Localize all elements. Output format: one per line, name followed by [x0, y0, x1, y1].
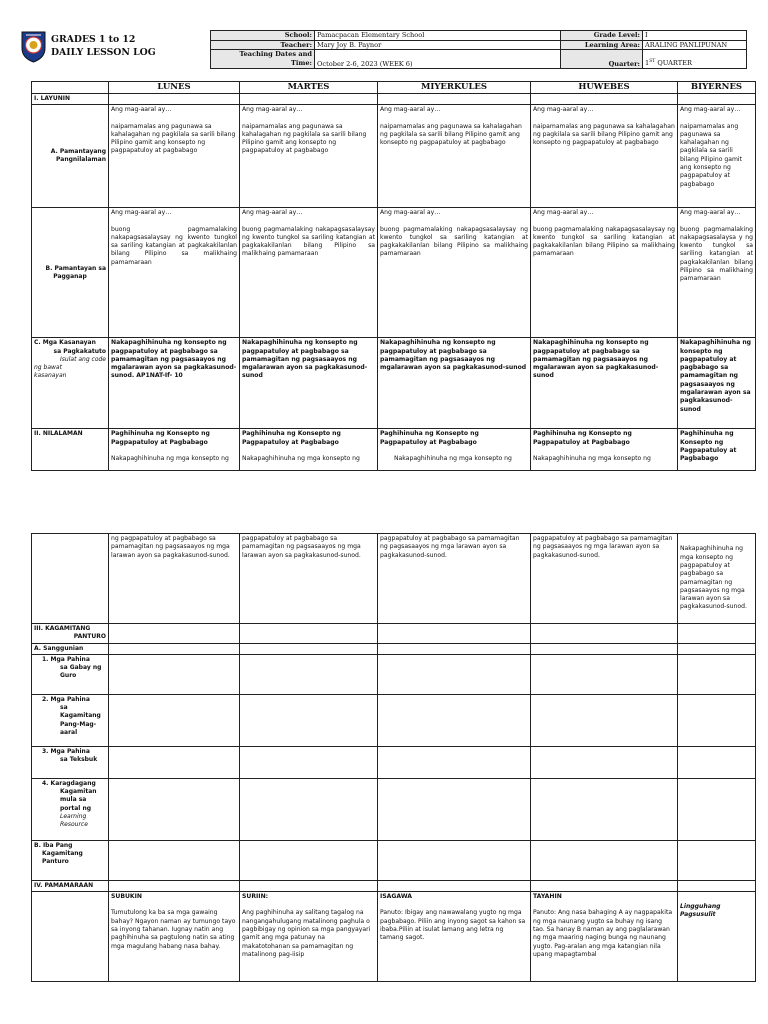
intro-text: Ang mag-aaral ay…	[111, 106, 172, 114]
day-header-thursday: HUWEBES	[531, 82, 678, 94]
procedure-monday	[109, 892, 240, 982]
empty-cell	[240, 643, 378, 654]
label-line: 1. Mga Pahina	[42, 655, 90, 663]
lesson-log-table-page-2	[31, 533, 756, 982]
procedure-text: Panuto: Ibigay ang nawawalang yugto ng mga pagbabago. Piliin ang inyong sagot sa kahon sa ibaba.Piliin at isulat lamang ang letra ng tamang sagot.	[380, 909, 526, 942]
content-title: Paghihinuha ng Konsepto ng Pagpapatuloy at Pagbabago	[380, 430, 479, 446]
label-line: sa Gabay ng	[60, 664, 102, 672]
label-line: sa Pagkakatuto	[53, 347, 106, 355]
objective-text: buong pagmamalaking nakapagsasalaysa y ng kwento tungkol sa sariling katangian at pagkakakilanlan bilang Pilipino sa malikhaing pamamaraan	[680, 225, 753, 283]
content-friday: Paghihinuha ng Konsepto ng Pagpapatuloy at Pagbabago	[678, 429, 756, 471]
school-value: Pamacpacan Elementary School	[315, 31, 561, 41]
header-info-table	[210, 30, 747, 69]
objective-b-tuesday	[240, 208, 378, 338]
label-pamantayan-sa-pagganap	[32, 208, 109, 338]
learning-area-label: Learning Area:	[561, 40, 643, 50]
content-cont-thursday: pagpapatuloy at pagbabago sa pamamagitan ng pagsasaayos ng mga larawan ayon sa pagkakasunod-sunod.	[531, 534, 678, 624]
competency-thursday: Nakapaghihinuha ng konsepto ng pagpapatuloy at pagbabago sa pamamagitan ng pagsasaayos ng mgalarawan ayon sa pagkakasunod-sunod	[531, 338, 678, 429]
empty-cell	[378, 746, 531, 778]
intro-text: Ang mag-aaral ay…	[680, 106, 741, 114]
label-mga-kasanayan	[32, 338, 109, 429]
section-pamamaraan: IV. PAMAMARAAN	[32, 880, 109, 891]
empty-cell	[678, 643, 756, 654]
label-line: portal ng	[60, 804, 92, 812]
empty-cell	[531, 778, 678, 840]
empty-cell	[678, 746, 756, 778]
lesson-log-table-page-1	[31, 81, 756, 471]
objective-b-thursday	[531, 208, 678, 338]
learning-area-value: ARALING PANLIPUNAN	[643, 40, 747, 50]
content-thursday	[531, 429, 678, 471]
procedure-text: Ang paghihinuha ay salitang tagalog na nangangahulugang matalinong paghula o pagbibigay ng opinion sa mga pangyayari gamit ang mga patunay na makatotohanan sa pamamagitan ng matalinong pag-iisip	[242, 909, 371, 958]
empty-cell	[240, 840, 378, 880]
empty-cell	[378, 840, 531, 880]
section-sanggunian: A. Sanggunian	[32, 643, 109, 654]
label-line: Panturo	[42, 858, 69, 866]
procedure-friday	[678, 892, 756, 982]
teacher-value: Mary Joy B. Paynor	[315, 40, 561, 50]
title-line-2: DAILY LESSON LOG	[51, 47, 156, 58]
label-line: A. Pamantayang	[50, 148, 106, 155]
content-title: Paghihinuha ng Konsepto ng Pagpapatuloy at Pagbabago	[242, 430, 341, 446]
label-line: B. Pamantayan sa	[45, 264, 106, 272]
procedure-text: Tumutulong ka ba sa mga gawaing bahay? Ngayon naman ay tumungo tayo sa inyong tahanan. Iugnay natin ang paghihinuha sa pagtulong natin sa ating mga magulang habang nasa bahay.	[111, 909, 236, 950]
competency-tuesday: Nakapaghihinuha ng konsepto ng pagpapatuloy at pagbabago sa pamamagitan ng pagsasaayos ng mgalarawan ayon sa pagkakasunod-sunod	[240, 338, 378, 429]
intro-text: Ang mag-aaral ay…	[242, 209, 303, 217]
label-line: ng bawat	[34, 364, 62, 372]
procedure-heading: Lingguhang Pagsusulit	[680, 903, 721, 919]
empty-cell	[240, 746, 378, 778]
empty-cell	[378, 643, 531, 654]
empty-cell	[109, 778, 240, 840]
empty-cell	[240, 94, 378, 105]
label-line: Kagamitan	[60, 788, 97, 796]
label-line: PANTURO	[73, 633, 106, 641]
label-line: 3. Mga Pahina	[42, 747, 90, 755]
deped-seal-logo	[20, 30, 47, 63]
label-line: aaral	[60, 729, 78, 737]
procedure-wednesday	[378, 892, 531, 982]
label-line: B. Iba Pang	[34, 841, 73, 849]
log-title	[51, 33, 156, 59]
label-kagamitang-pang-mag-aaral	[32, 694, 109, 746]
content-wednesday	[378, 429, 531, 471]
objective-b-wednesday	[378, 208, 531, 338]
objective-a-wednesday	[378, 105, 531, 208]
empty-cell	[109, 880, 240, 891]
procedure-heading: SURIIN:	[242, 893, 269, 901]
empty-cell	[678, 840, 756, 880]
objective-a-monday	[109, 105, 240, 208]
empty-cell	[531, 643, 678, 654]
label-line: III. KAGAMITANG	[34, 625, 91, 632]
objective-text: naipamamalas ang pagunawa sa kahalagahan ng pagkilala sa sarili bilang Pilipino gamit ang konsepto ng pagpapatuloy at pagbabago	[533, 122, 675, 147]
content-text: Nakapaghihinuha ng mga konsepto ng	[394, 454, 512, 462]
objective-a-thursday	[531, 105, 678, 208]
empty-cell	[678, 624, 756, 644]
label-line: 2. Mga Pahina	[42, 695, 90, 703]
day-header-friday: BIYERNES	[678, 82, 756, 94]
label-line: Resource	[60, 821, 88, 829]
intro-text: Ang mag-aaral ay…	[380, 106, 441, 114]
label-line: mula sa	[60, 796, 87, 804]
empty-cell	[678, 94, 756, 105]
empty-cell	[109, 654, 240, 694]
empty-cell	[531, 880, 678, 891]
empty-cell	[678, 778, 756, 840]
label-line: Kagamitang	[60, 712, 101, 720]
section-nilalaman: II. NILALAMAN	[32, 429, 109, 471]
content-cont-tuesday: pagpapatuloy at pagbabago sa pamamagitan ng pagsasaayos ng mga larawan ayon sa pagkakasunod-sunod.	[240, 534, 378, 624]
competency-text: Nakapaghihinuha ng konsepto ng pagpapatuloy at pagbabago sa pamamagitan ng pagsasaayos ng mgalarawan ayon sa pagkakasunod-sunod.	[111, 339, 237, 380]
empty-cell	[378, 94, 531, 105]
label-gabay-ng-guro	[32, 654, 109, 694]
label-line: Isulat ang code	[60, 355, 106, 363]
empty-cell	[378, 778, 531, 840]
objective-a-tuesday	[240, 105, 378, 208]
procedure-thursday	[531, 892, 678, 982]
teacher-label: Teacher:	[211, 40, 315, 50]
intro-text: Ang mag-aaral ay…	[242, 106, 303, 114]
objective-b-friday	[678, 208, 756, 338]
procedure-heading: TAYAHIN	[533, 893, 562, 901]
content-title: Paghihinuha ng Konsepto ng Pagpapatuloy at Pagbabago	[111, 430, 210, 446]
empty-cell	[678, 880, 756, 891]
objective-b-monday	[109, 208, 240, 338]
empty-cell	[378, 624, 531, 644]
content-title: Paghihinuha ng Konsepto ng Pagpapatuloy at Pagbabago	[533, 430, 632, 446]
content-text: Nakapaghihinuha ng mga konsepto ng	[111, 454, 229, 462]
objective-text: naipamamalas ang pagunawa sa kahalagahan ng pagkilala sa sarili bilang Pilipino gamit ang konsepto ng pagpapatuloy at pagbabago	[680, 122, 742, 188]
content-monday	[109, 429, 240, 471]
objective-text: buong pagmamalaking nakapagsasalaysay ng kwento tungkol sa sariling katangian at pagkakakilanlan bilang Pilipino sa malikhaing pamamaraan	[533, 225, 675, 258]
empty-cell	[109, 694, 240, 746]
section-layunin: I. LAYUNIN	[32, 94, 109, 105]
label-line: Pagganap	[53, 272, 87, 280]
competency-code: AP1NAT-If- 10	[136, 372, 183, 380]
content-cont-wednesday: pagpapatuloy at pagbabago sa pamamagitan ng pagsasaayos ng mga larawan ayon sa pagkakasunod-sunod.	[378, 534, 531, 624]
objective-text: naipamamalas ang pagunawa sa kahalagahan ng pagkilala sa sarili bilang Pilipino gamit ang konsepto ng pagpapatuloy at pagbabago	[242, 122, 367, 155]
dates-label-line-2: Time:	[290, 58, 312, 67]
quarter-number: 1	[645, 59, 650, 68]
day-header-wednesday: MIYERKULES	[378, 82, 531, 94]
label-pamantayang-pangnilalaman	[32, 105, 109, 208]
day-header-tuesday: MARTES	[240, 82, 378, 94]
empty-cell	[378, 654, 531, 694]
empty-cell	[240, 624, 378, 644]
empty-cell	[531, 94, 678, 105]
intro-text: Ang mag-aaral ay…	[533, 209, 594, 217]
empty-cell	[240, 778, 378, 840]
competency-monday	[109, 338, 240, 429]
grade-level-label: Grade Level:	[561, 31, 643, 41]
intro-text: Ang mag-aaral ay…	[533, 106, 594, 114]
quarter-label: Quarter:	[561, 50, 643, 69]
competency-friday: Nakapaghihinuha ng konsepto ng pagpapatuloy at pagbabago sa pamamagitan ng pagsasaayos ng mgalarawan ayon sa pagkakasunod-sunod	[678, 338, 756, 429]
school-label: School:	[211, 31, 315, 41]
empty-cell	[531, 624, 678, 644]
empty-cell	[109, 624, 240, 644]
empty-cell	[531, 654, 678, 694]
empty-cell	[109, 746, 240, 778]
label-line: sa	[60, 704, 68, 712]
procedure-tuesday	[240, 892, 378, 982]
empty-cell	[109, 94, 240, 105]
label-line: Kagamitang	[42, 850, 83, 858]
title-line-1: GRADES 1 to 12	[51, 34, 136, 45]
section-kagamitang-panturo	[32, 624, 109, 644]
empty-cell	[378, 880, 531, 891]
procedure-text: Panuto: Ang nasa bahaging A ay nagpapakita ng mga naunang yugto sa buhay ng isang tao. Sa hanay B naman ay ang paglalarawan ng mga maaring naging bunga ng naunang yugto. Pag-aralan ang mga katangian nila upang mapagtambal	[533, 909, 673, 958]
label-line: kasanayan	[34, 372, 67, 380]
competency-wednesday: Nakapaghihinuha ng konsepto ng pagpapatuloy at pagbabago sa pamamagitan ng pagsasaayos ng mgalarawan ayon sa pagkakasunod-sunod	[378, 338, 531, 429]
grade-level-value: I	[643, 31, 747, 41]
corner-cell	[32, 82, 109, 94]
label-line: Pang-Mag-	[60, 720, 97, 728]
dates-label-line-1: Teaching Dates and	[239, 50, 312, 59]
content-cont-monday: ng pagpapatuloy at pagbabago sa pamamagitan ng pagsasaayos ng mga larawan ayon sa pagkakasunod-sunod.	[109, 534, 240, 624]
quarter-suffix: ST	[649, 59, 656, 65]
empty-cell	[32, 892, 109, 982]
empty-cell	[109, 840, 240, 880]
empty-cell	[531, 746, 678, 778]
content-cont-friday: Nakapaghihinuha ng mga konsepto ng pagpapatuloy at pagbabago sa pamamagitan ng pagsasaayos ng mga larawan ayon sa pagkakasunod-sunod.	[678, 534, 756, 624]
procedure-heading: ISAGAWA	[380, 893, 412, 901]
content-tuesday	[240, 429, 378, 471]
objective-text: buong pagmamalaking nakapagsasalaysay ng kwento tungkol sa sariling katangian at pagkakakilanlan bilang Pilipino sa malikhaing pamamaraan	[111, 225, 237, 266]
day-header-monday: LUNES	[109, 82, 240, 94]
label-line: 4. Karagdagang	[42, 779, 96, 787]
label-iba-pang-kagamitang-panturo	[32, 840, 109, 880]
quarter-word: QUARTER	[655, 59, 692, 68]
content-text: Nakapaghihinuha ng mga konsepto ng	[533, 454, 651, 462]
objective-a-friday	[678, 105, 756, 208]
objective-text: buong pagmamalaking nakapagsasalaysay ng kwento tungkol sa sariling katangian at pagkakakilanlan bilang Pilipino sa malikhaing pamamaraan	[242, 225, 375, 258]
empty-cell	[240, 694, 378, 746]
empty-cell	[240, 880, 378, 891]
content-text: Nakapaghihinuha ng mga konsepto ng	[242, 454, 360, 462]
empty-cell	[240, 654, 378, 694]
dates-label	[211, 50, 315, 69]
empty-cell	[678, 654, 756, 694]
empty-cell	[531, 840, 678, 880]
label-line: Learning	[60, 813, 87, 821]
label-teksbuk	[32, 746, 109, 778]
empty-cell	[32, 534, 109, 624]
objective-text: naipamamalas ang pagunawa sa kahalagahan ng pagkilala sa sarili bilang Pilipino gamit ang konsepto ng pagpapatuloy at pagbabago	[380, 122, 522, 147]
label-line: Guro	[60, 672, 77, 680]
intro-text: Ang mag-aaral ay…	[680, 209, 741, 217]
empty-cell	[378, 694, 531, 746]
empty-cell	[678, 694, 756, 746]
label-line: sa Teksbuk	[60, 756, 98, 764]
dates-value: October 2-6, 2023 (WEEK 6)	[315, 50, 561, 69]
intro-text: Ang mag-aaral ay…	[111, 209, 172, 217]
quarter-value	[643, 50, 747, 69]
objective-text: naipamamalas ang pagunawa sa kahalagahan ng pagkilala sa sarili bilang Pilipino gamit ang konsepto ng pagpapatuloy at pagbabago	[111, 122, 236, 155]
objective-text: buong pagmamalaking nakapagsasalaysay ng kwento tungkol sa sariling katangian at pagkakakilanlan bilang Pilipino sa malikhaing pamamaraan	[380, 225, 528, 258]
intro-text: Ang mag-aaral ay…	[380, 209, 441, 217]
procedure-heading: SUBUKIN	[111, 893, 143, 901]
empty-cell	[109, 643, 240, 654]
label-karagdagang-kagamitan	[32, 778, 109, 840]
empty-cell	[531, 694, 678, 746]
label-line: C. Mga Kasanayan	[34, 339, 96, 347]
label-line: Pangnilalaman	[56, 156, 106, 164]
